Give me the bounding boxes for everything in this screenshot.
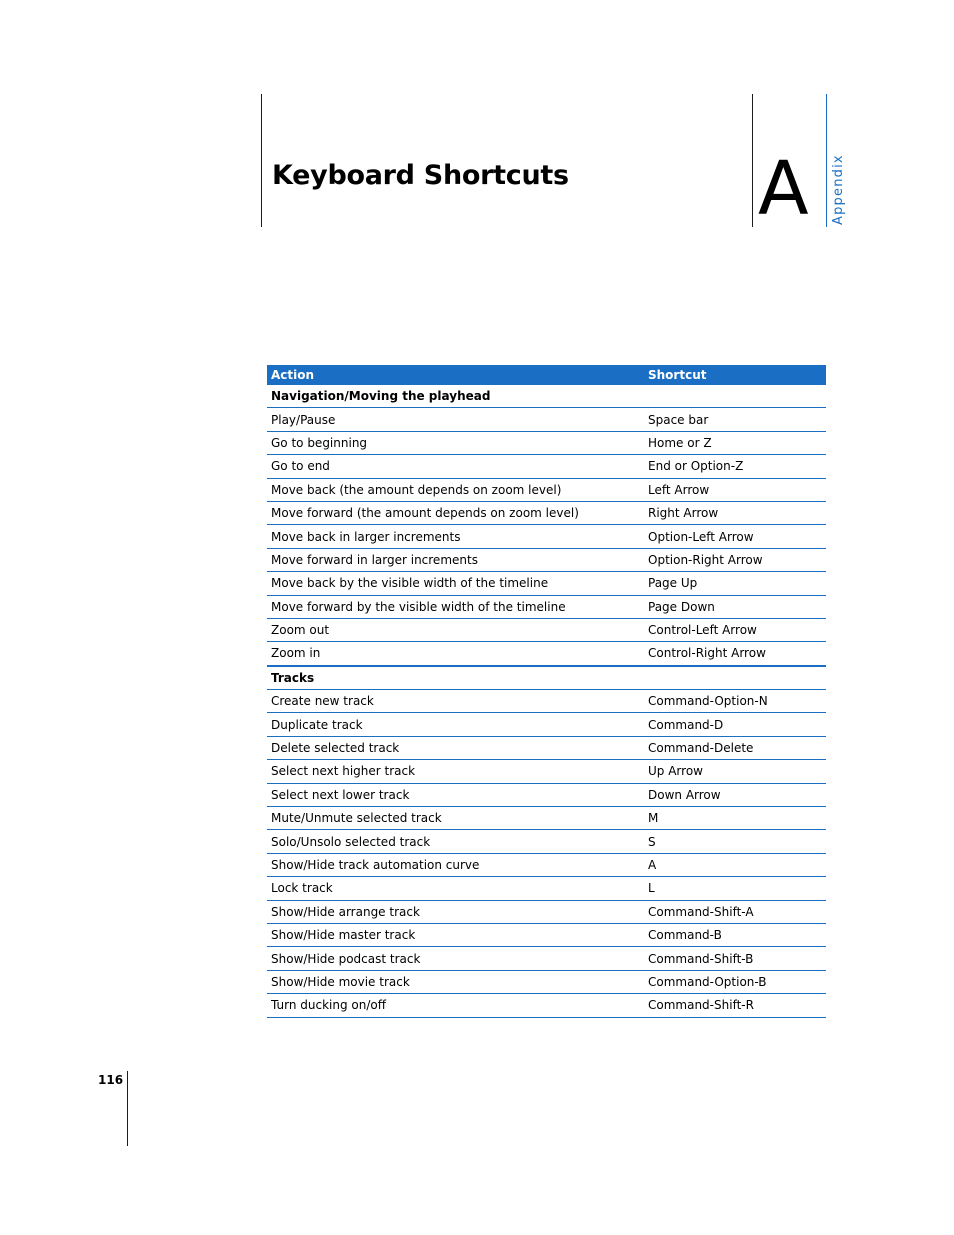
table-row — [267, 431, 826, 454]
table-row — [267, 736, 826, 759]
shortcut-cell: Page Up — [644, 572, 826, 595]
action-cell: Mute/Unmute selected track — [267, 807, 644, 830]
table-header-row — [267, 365, 826, 385]
action-cell: Zoom in — [267, 642, 644, 666]
action-cell: Go to end — [267, 455, 644, 478]
action-cell: Lock track — [267, 877, 644, 900]
action-cell: Move forward by the visible width of the timeline — [267, 595, 644, 618]
table-row — [267, 525, 826, 548]
shortcut-cell: Space bar — [644, 408, 826, 431]
action-cell: Show/Hide podcast track — [267, 947, 644, 970]
action-cell: Select next higher track — [267, 760, 644, 783]
title-rule — [261, 94, 262, 227]
action-cell: Go to beginning — [267, 431, 644, 454]
table-row — [267, 642, 826, 666]
shortcut-cell: End or Option-Z — [644, 455, 826, 478]
action-cell: Move back by the visible width of the timeline — [267, 572, 644, 595]
table-row — [267, 455, 826, 478]
action-cell: Create new track — [267, 690, 644, 713]
shortcut-cell: Option-Left Arrow — [644, 525, 826, 548]
keyboard-shortcuts-table — [267, 365, 826, 1018]
action-cell: Show/Hide track automation curve — [267, 853, 644, 876]
table-row — [267, 923, 826, 946]
shortcut-cell: Command-Shift-R — [644, 994, 826, 1017]
action-cell: Move back (the amount depends on zoom level) — [267, 478, 644, 501]
action-cell: Turn ducking on/off — [267, 994, 644, 1017]
table-row — [267, 595, 826, 618]
page-title: Keyboard Shortcuts — [272, 160, 569, 191]
shortcut-cell: A — [644, 853, 826, 876]
table-row — [267, 690, 826, 713]
table-row — [267, 830, 826, 853]
action-cell: Show/Hide master track — [267, 923, 644, 946]
action-cell: Move forward in larger increments — [267, 548, 644, 571]
shortcut-cell: Command-Delete — [644, 736, 826, 759]
table-row — [267, 501, 826, 524]
shortcut-cell: Up Arrow — [644, 760, 826, 783]
action-cell: Duplicate track — [267, 713, 644, 736]
action-cell: Delete selected track — [267, 736, 644, 759]
shortcut-cell: Command-Shift-A — [644, 900, 826, 923]
section-title: Navigation/Moving the playhead — [267, 385, 644, 408]
table-row — [267, 478, 826, 501]
chapter-letter: A — [758, 146, 809, 232]
table-row — [267, 853, 826, 876]
shortcut-cell: S — [644, 830, 826, 853]
shortcut-cell: Down Arrow — [644, 783, 826, 806]
table-row — [267, 994, 826, 1017]
section-title-spacer — [644, 385, 826, 408]
column-header-action: Action — [267, 365, 644, 385]
action-cell: Zoom out — [267, 618, 644, 641]
shortcut-cell: Control-Right Arrow — [644, 642, 826, 666]
shortcut-cell: Right Arrow — [644, 501, 826, 524]
section-title-spacer — [644, 666, 826, 690]
shortcut-cell: Command-Option-B — [644, 970, 826, 993]
table-row — [267, 970, 826, 993]
table-row — [267, 548, 826, 571]
section-header-row — [267, 666, 826, 690]
page-number: 116 — [98, 1073, 124, 1087]
table-row — [267, 760, 826, 783]
appendix-rule — [826, 94, 827, 227]
action-cell: Solo/Unsolo selected track — [267, 830, 644, 853]
shortcut-cell: Left Arrow — [644, 478, 826, 501]
shortcut-cell: Option-Right Arrow — [644, 548, 826, 571]
column-header-shortcut: Shortcut — [644, 365, 826, 385]
shortcut-cell: L — [644, 877, 826, 900]
table-body — [267, 385, 826, 1017]
chapter-letter-rule — [752, 94, 753, 227]
shortcut-cell: Control-Left Arrow — [644, 618, 826, 641]
shortcut-cell: Command-B — [644, 923, 826, 946]
action-cell: Select next lower track — [267, 783, 644, 806]
action-cell: Play/Pause — [267, 408, 644, 431]
section-title: Tracks — [267, 666, 644, 690]
action-cell: Move forward (the amount depends on zoom level) — [267, 501, 644, 524]
shortcut-cell: Command-Option-N — [644, 690, 826, 713]
table-row — [267, 877, 826, 900]
table-row — [267, 783, 826, 806]
shortcut-cell: Command-D — [644, 713, 826, 736]
table-row — [267, 713, 826, 736]
table-row — [267, 572, 826, 595]
table-row — [267, 807, 826, 830]
table-row — [267, 408, 826, 431]
shortcut-cell: Home or Z — [644, 431, 826, 454]
shortcut-cell: M — [644, 807, 826, 830]
shortcut-cell: Page Down — [644, 595, 826, 618]
action-cell: Show/Hide arrange track — [267, 900, 644, 923]
table-row — [267, 947, 826, 970]
page-number-rule — [127, 1071, 128, 1146]
action-cell: Show/Hide movie track — [267, 970, 644, 993]
action-cell: Move back in larger increments — [267, 525, 644, 548]
section-header-row — [267, 385, 826, 408]
appendix-label: Appendix — [831, 154, 846, 225]
table-row — [267, 618, 826, 641]
shortcut-cell: Command-Shift-B — [644, 947, 826, 970]
table-row — [267, 900, 826, 923]
